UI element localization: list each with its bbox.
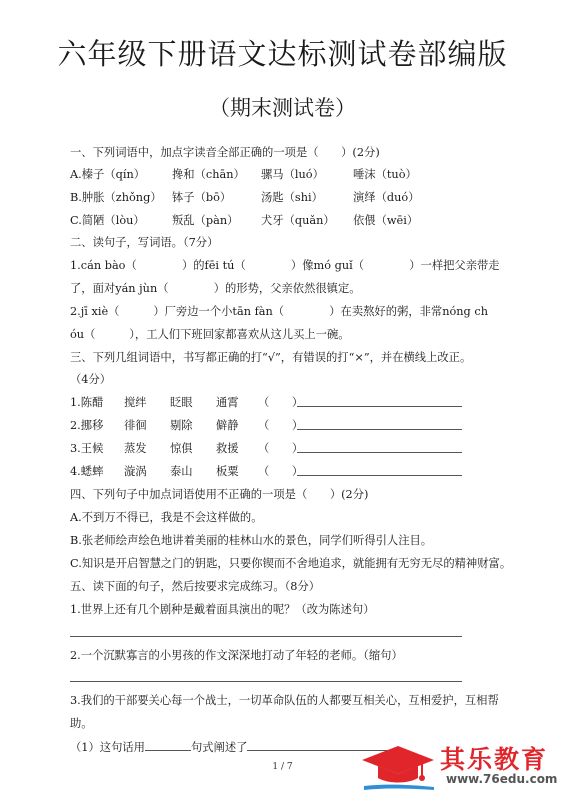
section2-line: 了，面对yán jùn（ ）的形势，父亲依然很镇定。 xyxy=(70,282,361,295)
section3-word: 4.蟋蟀 xyxy=(70,465,104,478)
section1-option-cell: C.简陋（lòu） xyxy=(70,214,145,227)
section4-option: C.知识是开启智慧之门的钥匙，只要你锲而不舍地追求，就能拥有无穷无尽的精神财富。 xyxy=(70,557,512,570)
brand-logo xyxy=(360,740,560,790)
section2-line: 1.cán bào（ ）的fēi tú（ ）像mó guǐ（ ）一样把父亲带走 xyxy=(70,259,500,272)
answer-line xyxy=(70,636,462,637)
section3-word: 漩涡 xyxy=(124,465,147,478)
section3-word: 惊俱 xyxy=(170,442,193,455)
section4-option: B.张老师绘声绘色地讲着美丽的桂林山水的景色，同学们听得引人注目。 xyxy=(70,534,433,547)
section3-word: 搅绊 xyxy=(124,396,147,409)
section3-word: 僻静 xyxy=(216,419,239,432)
section1-option-cell: 演绎（duó） xyxy=(353,191,420,204)
section3-word: 剔除 xyxy=(170,419,193,432)
section3-word: 1.陈醋 xyxy=(70,396,104,409)
section1-option-cell: 汤匙（shi） xyxy=(261,191,323,204)
section1-option-cell: 依偎（wēi） xyxy=(353,214,419,227)
section5-question-3-cont: 助。 xyxy=(70,717,93,730)
section2-line: óu（ ），工人们下班回家都喜欢从这儿买上一碗。 xyxy=(70,328,350,341)
section3-word: 救援 xyxy=(216,442,239,455)
section2-line: 2.jī xiè（ ）厂旁边一个小tān fàn（ ）在卖熬好的粥，非常nóng ch xyxy=(70,305,488,318)
section4-option: A.不到万不得已，我是不会这样做的。 xyxy=(70,511,263,524)
section1-heading: 一、下列词语中，加点字读音全部正确的一项是（ ）(2分) xyxy=(70,146,380,159)
section1-option-cell: 犬牙（quǎn） xyxy=(261,214,335,227)
section1-option-cell: 唾沫（tuò） xyxy=(353,168,417,181)
section5-heading: 五、读下面的句子，然后按要求完成练习。（8分） xyxy=(70,580,321,593)
section1-option-cell: 钵子（bō） xyxy=(172,191,232,204)
fill-prompt: （1）这句话用 xyxy=(70,741,145,754)
section1-option-cell: 搀和（chān） xyxy=(172,168,245,181)
section3-judge-paren: （ ） xyxy=(258,442,304,455)
answer-line xyxy=(297,406,462,407)
answer-line xyxy=(297,452,462,453)
section3-word: 2.挪移 xyxy=(70,419,104,432)
section1-option-cell: B.肿胀（zhǒng） xyxy=(70,191,162,204)
section3-word: 通霄 xyxy=(216,396,239,409)
section3-heading: 三、下列几组词语中，书写都正确的打“√”，有错误的打“×”，并在横线上改正。 xyxy=(70,351,472,364)
fill-blank xyxy=(145,740,191,751)
fill-prompt: 句式阐述了 xyxy=(190,741,248,754)
section4-heading: 四、下列句子中加点词语使用不正确的一项是（ ）(2分) xyxy=(70,488,369,501)
brand-url: www.76edu.com xyxy=(446,772,558,786)
section3-word: 3.王候 xyxy=(70,442,104,455)
section1-option-cell: 叛乱（pàn） xyxy=(172,214,239,227)
section3-judge-paren: （ ） xyxy=(258,396,304,409)
section1-option-cell: A.榛子（qín） xyxy=(70,168,146,181)
page-number: 1 / 7 xyxy=(272,762,293,772)
section3-word: 泰山 xyxy=(170,465,193,478)
answer-line xyxy=(70,681,462,682)
page-title: 六年级下册语文达标测试卷部编版 xyxy=(57,37,508,71)
section5-question-2: 2.一个沉默寡言的小男孩的作文深深地打动了年轻的老师。（缩句） xyxy=(70,649,403,662)
graduation-cap-icon xyxy=(360,740,436,792)
section5-question-1: 1.世界上还有几个剧种是戴着面具演出的呢？（改为陈述句） xyxy=(70,603,375,616)
section3-judge-paren: （ ） xyxy=(258,419,304,432)
brand-name: 其乐教育 xyxy=(440,745,549,774)
section5-question-3: 3.我们的干部要关心每一个战士，一切革命队伍的人都要互相关心，互相爱护，互相帮 xyxy=(70,694,499,707)
section3-word: 板粟 xyxy=(216,465,239,478)
page-subtitle: （期末测试卷） xyxy=(209,96,356,120)
section1-option-cell: 骡马（luó） xyxy=(261,168,324,181)
section3-judge-paren: （ ） xyxy=(258,465,304,478)
section2-heading: 二、读句子，写词语。（7分） xyxy=(70,236,219,249)
section3-word: 徘徊 xyxy=(124,419,147,432)
section5-question-3-sub1 xyxy=(70,740,397,755)
answer-line xyxy=(297,475,462,476)
section3-word: 眨眼 xyxy=(170,396,193,409)
answer-line xyxy=(297,429,462,430)
section3-score: （4分） xyxy=(70,373,112,386)
section3-word: 蒸发 xyxy=(124,442,147,455)
